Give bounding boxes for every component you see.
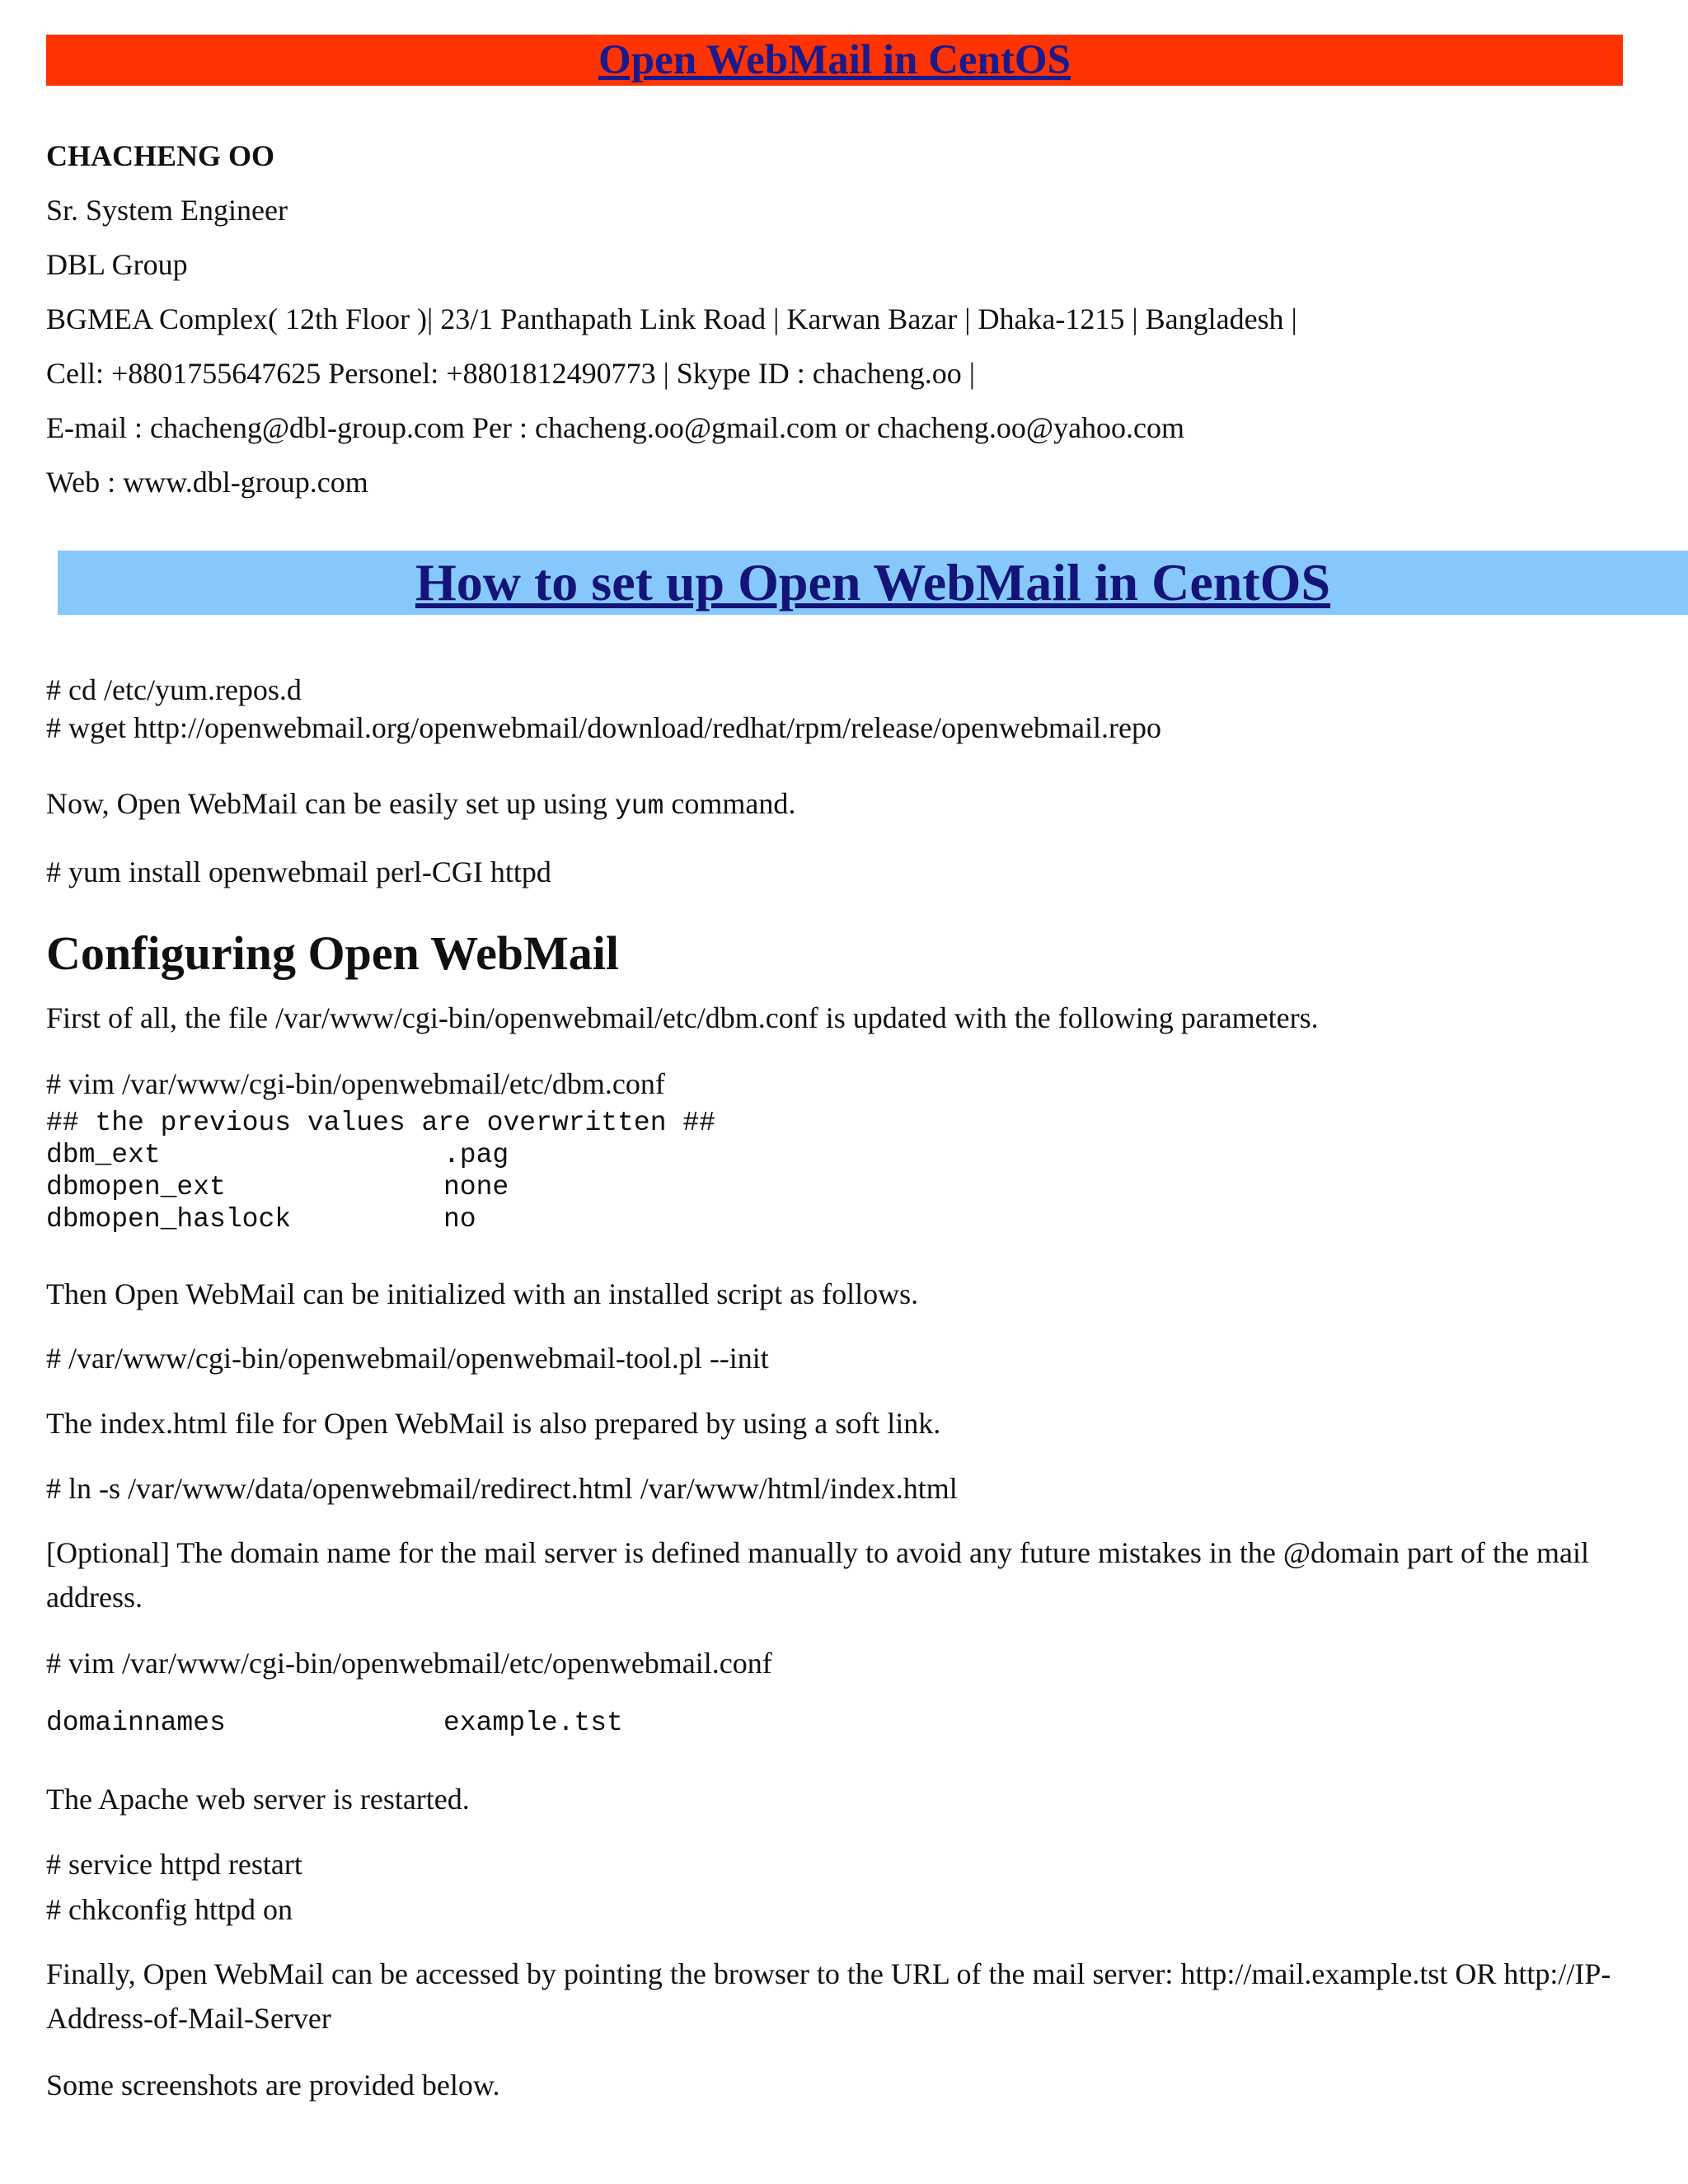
- author-position: Sr. System Engineer: [46, 194, 288, 227]
- section-title-banner: [58, 551, 1688, 615]
- configuring-heading: Configuring Open WebMail: [46, 926, 620, 980]
- code-key: dbm_ext: [46, 1140, 161, 1170]
- top-title-banner: [46, 35, 1623, 86]
- code-key: dbmopen_haslock: [46, 1204, 292, 1235]
- author-company: DBL Group: [46, 248, 188, 281]
- setup-yum-text: [46, 786, 795, 824]
- section-title-link[interactable]: How to set up Open WebMail in CentOS: [415, 553, 1331, 612]
- code-row-dbm-ext: [46, 1139, 509, 1171]
- author-cell: Cell: +8801755647625 Personel: +8801812490773 | Skype ID : chacheng.oo |: [46, 357, 975, 390]
- init-text: Then Open WebMail can be initialized with an installed script as follows.: [46, 1277, 919, 1310]
- code-row-dbmopen-ext: [46, 1171, 509, 1203]
- code-value: .pag: [443, 1140, 509, 1170]
- setup-yum-code: yum: [614, 791, 664, 822]
- configuring-intro: First of all, the file /var/www/cgi-bin/openwebmail/etc/dbm.conf is updated with the following parameters.: [46, 1001, 1319, 1034]
- top-title-link[interactable]: Open WebMail in CentOS: [598, 37, 1071, 83]
- cmd-chkconfig: # chkconfig httpd on: [46, 1893, 293, 1926]
- cmd-wget-repo: # wget http://openwebmail.org/openwebmail/download/redhat/rpm/release/openwebmail.repo: [46, 711, 1161, 744]
- screenshots-text: Some screenshots are provided below.: [46, 2069, 500, 2102]
- final-text: Finally, Open WebMail can be accessed by pointing the browser to the URL of the mail server: http://mail.example.tst OR http://IP-Address-of-Mail-Server: [46, 1957, 1611, 2035]
- code-comment: ## the previous values are overwritten ##: [46, 1108, 715, 1138]
- cmd-vim-conf: # vim /var/www/cgi-bin/openwebmail/etc/openwebmail.conf: [46, 1647, 772, 1680]
- code-value: none: [443, 1172, 509, 1202]
- optional-text: [Optional] The domain name for the mail server is defined manually to avoid any future mistakes in the @domain part of the mail address.: [46, 1536, 1589, 1614]
- author-address: BGMEA Complex( 12th Floor )| 23/1 Panthapath Link Road | Karwan Bazar | Dhaka-1215 | Bangladesh |: [46, 302, 1297, 335]
- setup-yum-text-before: Now, Open WebMail can be easily set up using: [46, 787, 615, 820]
- cmd-service-restart: # service httpd restart: [46, 1848, 302, 1881]
- author-web: Web : www.dbl-group.com: [46, 466, 368, 499]
- cmd-cd-repos: # cd /etc/yum.repos.d: [46, 673, 302, 706]
- code-row-domainnames: [46, 1707, 623, 1739]
- code-key: domainnames: [46, 1708, 226, 1738]
- index-text: The index.html file for Open WebMail is also prepared by using a soft link.: [46, 1407, 941, 1440]
- cmd-vim-dbm: # vim /var/www/cgi-bin/openwebmail/etc/dbm.conf: [46, 1067, 665, 1100]
- code-value: example.tst: [443, 1708, 623, 1738]
- cmd-ln: # ln -s /var/www/data/openwebmail/redirect.html /var/www/html/index.html: [46, 1472, 958, 1505]
- setup-yum-text-after: command.: [663, 787, 796, 820]
- cmd-init: # /var/www/cgi-bin/openwebmail/openwebmail-tool.pl --init: [46, 1342, 769, 1375]
- author-name: CHACHENG OO: [46, 139, 275, 172]
- cmd-yum-install: # yum install openwebmail perl-CGI httpd: [46, 855, 551, 888]
- apache-text: The Apache web server is restarted.: [46, 1783, 470, 1816]
- author-email: E-mail : chacheng@dbl-group.com Per : chacheng.oo@gmail.com or chacheng.oo@yahoo.com: [46, 411, 1185, 444]
- code-row-dbmopen-haslock: [46, 1203, 476, 1235]
- code-key: dbmopen_ext: [46, 1172, 226, 1202]
- code-value: no: [443, 1204, 476, 1235]
